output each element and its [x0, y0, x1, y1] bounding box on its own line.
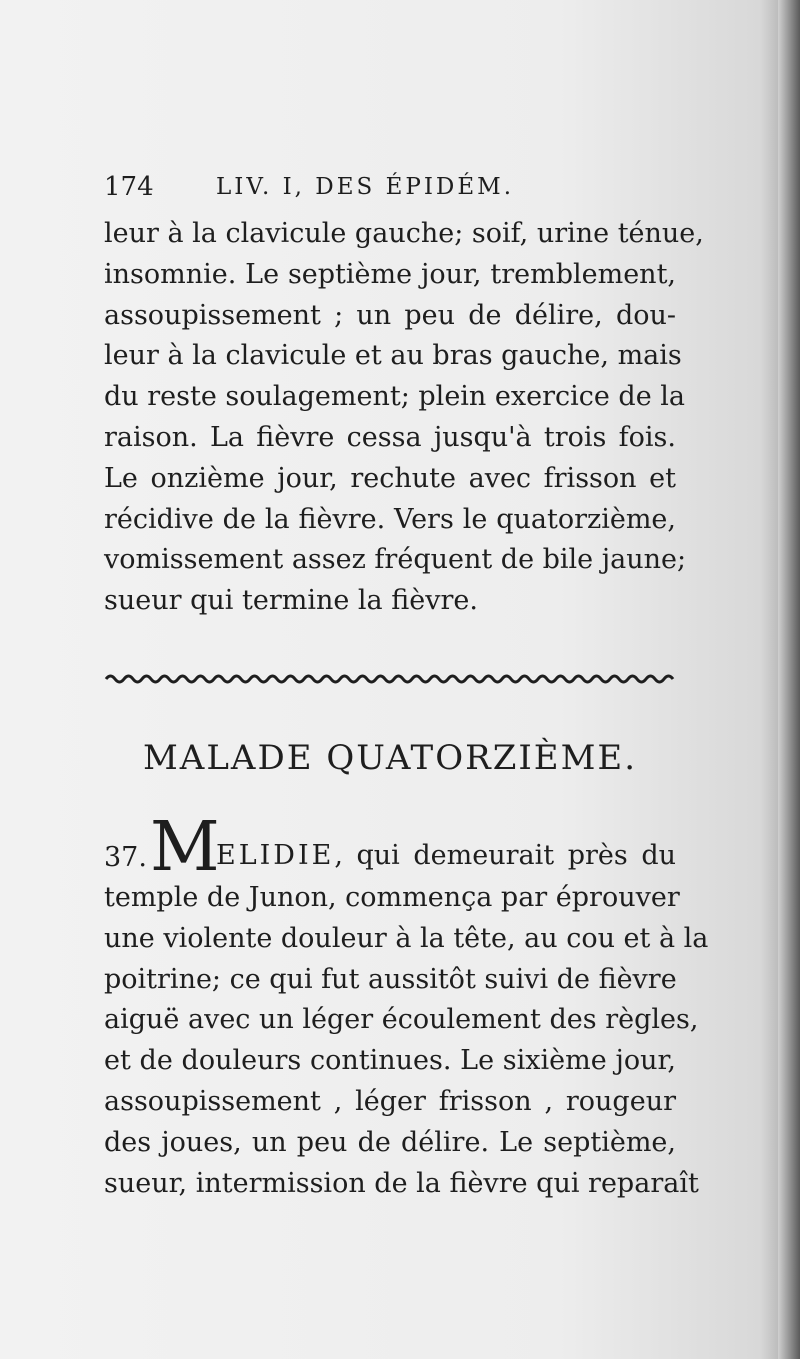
section-title: MALADE QUATORZIÈME.: [142, 738, 638, 778]
text-line: sueur qui termine la fièvre.: [104, 585, 478, 617]
text-line: récidive de la fièvre. Vers le quatorzième,: [104, 503, 676, 535]
section-text: [104, 878, 709, 1204]
text-line: des joues, un peu de délire. Le septième,: [104, 1126, 676, 1158]
page-number: 174: [104, 172, 154, 202]
paragraph-number: 37.: [104, 842, 147, 873]
running-head: [104, 172, 704, 204]
text-line: assoupissement , léger frisson , rougeur: [104, 1085, 676, 1117]
page-edge-shadow: [778, 0, 800, 1359]
text-line: leur à la clavicule gauche; soif, urine ténue,: [104, 218, 704, 249]
first-word-small-caps: ELIDIE: [216, 840, 335, 871]
text-line: Le onzième jour, rechute avec frisson et: [104, 462, 676, 494]
drop-cap: M: [150, 808, 220, 887]
paragraph-opening: [104, 808, 676, 887]
text-line: sueur, intermission de la fièvre qui reparaît: [104, 1167, 699, 1199]
text-line: et de douleurs continues. Le sixième jour,: [104, 1045, 676, 1077]
text-line: assoupissement ; un peu de délire, dou-: [104, 299, 676, 331]
text-line: une violente douleur à la tête, au cou et à la: [104, 922, 709, 954]
text-line: vomissement assez fréquent de bile jaune;: [104, 544, 687, 576]
text-line: insomnie. Le septième jour, tremblement,: [104, 258, 676, 290]
text-line: leur à la clavicule et au bras gauche, mais: [104, 340, 682, 372]
text-line: aiguë avec un léger écoulement des règles,: [104, 1004, 699, 1036]
continuation-text: [104, 214, 704, 622]
first-line: [216, 836, 676, 877]
text-line: poitrine; ce qui fut aussitôt suivi de fièvre: [104, 963, 677, 995]
first-line-tail: , qui demeurait près du: [334, 840, 676, 871]
text-line: temple de Junon, commença par éprouver: [104, 882, 680, 913]
running-head-title: LIV. I, DES ÉPIDÉM.: [216, 174, 515, 200]
ornamental-rule: [104, 666, 676, 692]
text-line: du reste soulagement; plein exercice de la: [104, 381, 686, 413]
text-line: raison. La fièvre cessa jusqu'à trois fois.: [104, 421, 676, 453]
